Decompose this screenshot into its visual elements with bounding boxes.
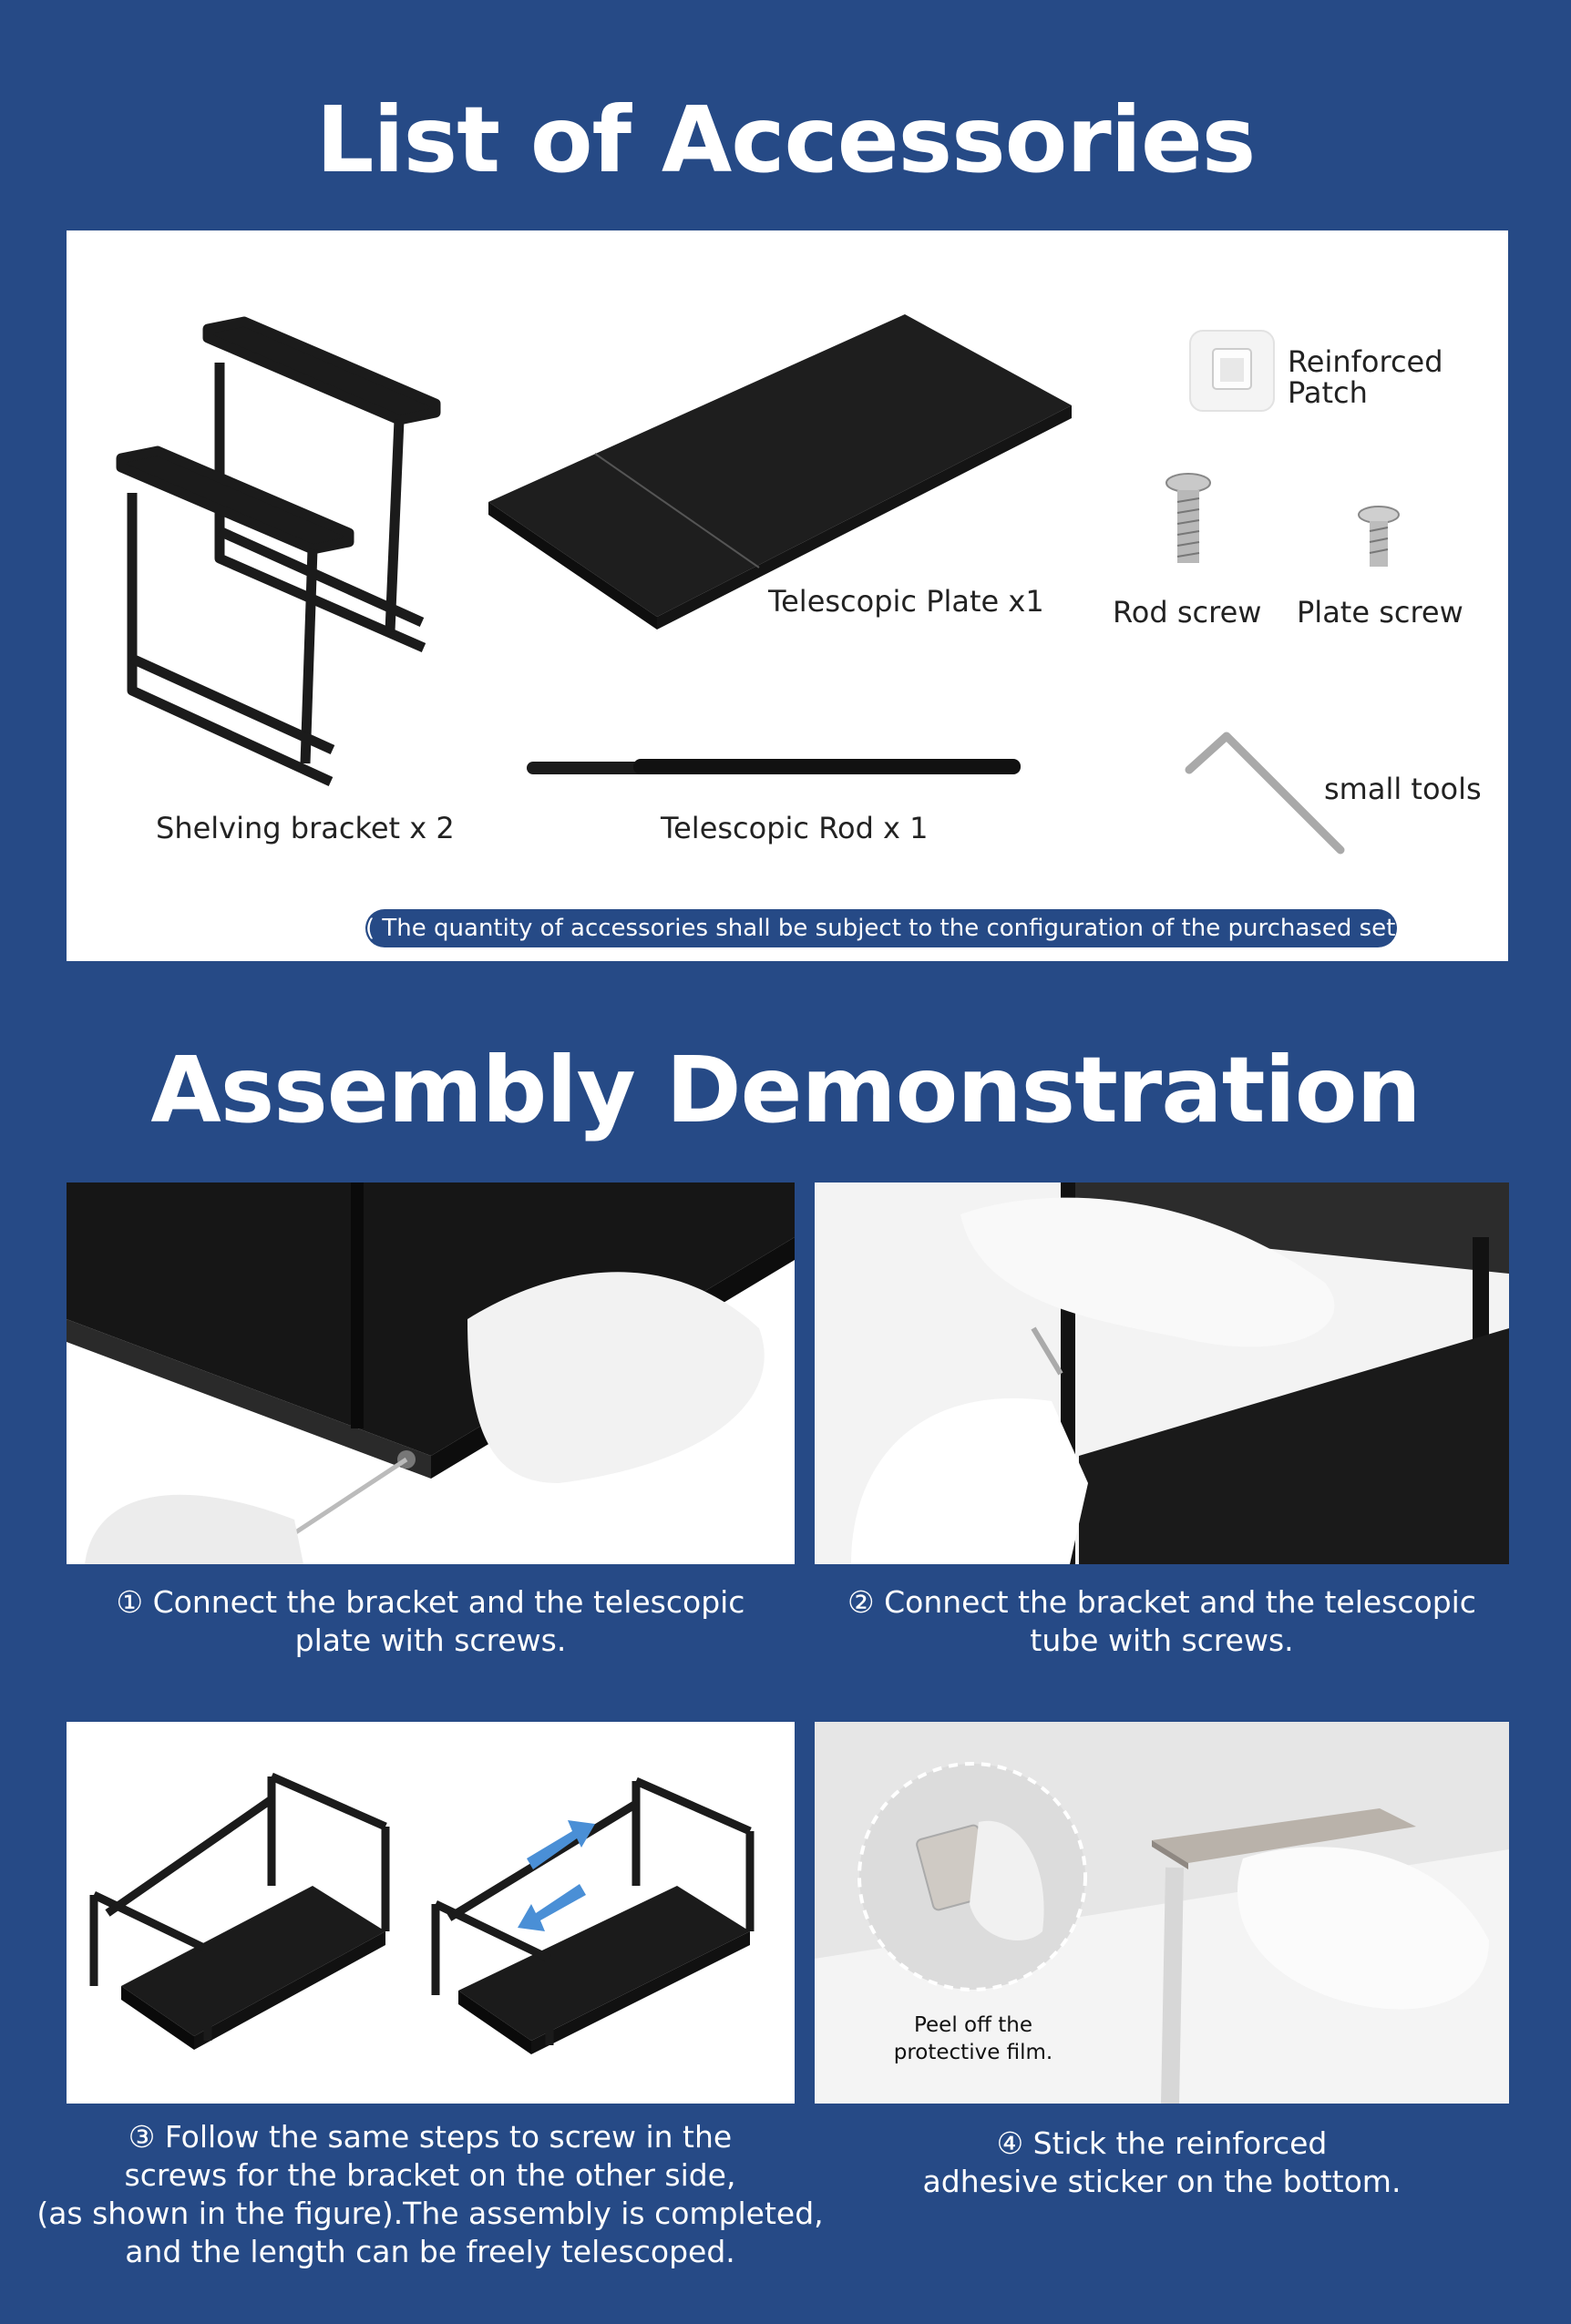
step-3-image xyxy=(67,1722,795,2104)
shelf-assembled-left xyxy=(94,1776,385,2050)
accessories-title: List of Accessories xyxy=(315,87,1256,193)
step-1-image xyxy=(67,1182,795,1564)
telescopic-plate xyxy=(488,314,1072,630)
step-1-caption: ① Connect the bracket and the telescopic plate with screws. xyxy=(116,1584,745,1658)
extend-arrows-icon xyxy=(518,1820,595,1931)
rod-screw-icon xyxy=(1166,474,1210,563)
shelving-bracket-label: Shelving bracket x 2 xyxy=(156,811,455,845)
reinforced-patch-label: Reinforced Patch xyxy=(1288,344,1443,410)
telescopic-rod-label: Telescopic Rod x 1 xyxy=(661,811,929,845)
hex-key-icon xyxy=(1189,736,1340,850)
telescopic-plate-label: Telescopic Plate x1 xyxy=(768,584,1044,619)
plate-screw-icon xyxy=(1359,507,1399,567)
rod-screw-label: Rod screw xyxy=(1113,595,1262,630)
reinforced-patch-icon xyxy=(1190,331,1274,411)
shelf-assembled-right xyxy=(436,1781,750,2054)
plate-screw-label: Plate screw xyxy=(1297,595,1463,630)
small-tools-label: small tools xyxy=(1324,772,1482,806)
peel-film-note: Peel off the protective film. xyxy=(893,2013,1053,2064)
step-3-caption: ③ Follow the same steps to screw in the screws for the bracket on the other side, (as shown in the figure).The assembly is completed, and the length can be freely telescoped. xyxy=(36,2119,824,2269)
step-2-image xyxy=(815,1182,1509,1564)
accessories-note: ( The quantity of accessories shall be subject to the configuration of the purchased set. ) xyxy=(365,909,1397,947)
step-4-caption: ④ Stick the reinforced adhesive sticker on the bottom. xyxy=(922,2125,1402,2199)
telescopic-rod xyxy=(527,759,1021,774)
shelving-bracket-front xyxy=(121,451,349,782)
step-4-image xyxy=(815,1722,1509,2104)
assembly-title: Assembly Demonstration xyxy=(150,1037,1421,1143)
step-2-caption: ② Connect the bracket and the telescopic tube with screws. xyxy=(847,1584,1476,1658)
accessories-panel xyxy=(67,230,1508,961)
